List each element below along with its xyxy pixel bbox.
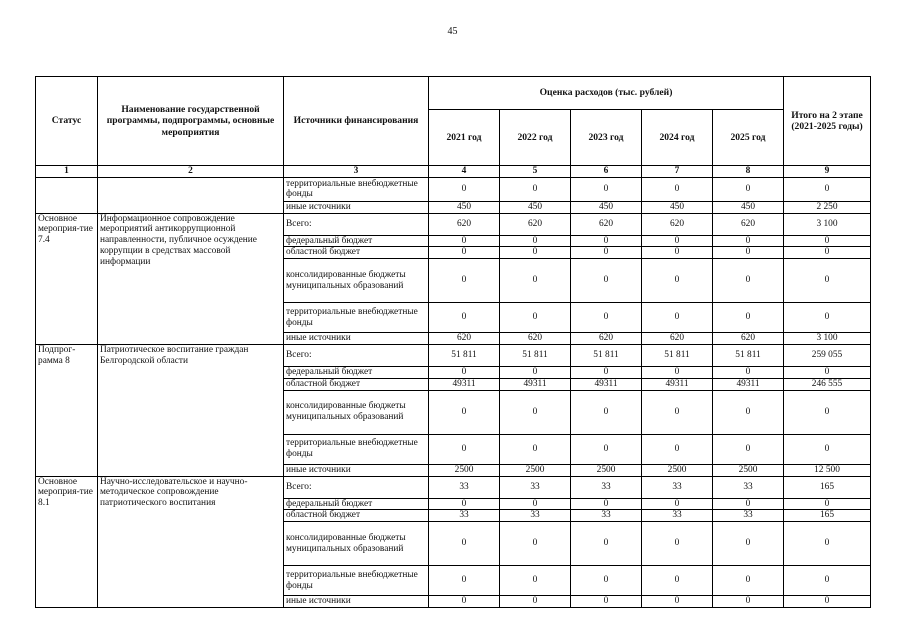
year-value-cell: 49311 <box>571 378 642 390</box>
year-value-cell: 0 <box>642 259 713 303</box>
status-cell: Подпрог-рамма 8 <box>36 345 98 476</box>
header-year: 2023 год <box>571 110 642 166</box>
total-value-cell: 3 100 <box>784 213 871 235</box>
year-value-cell: 620 <box>642 333 713 345</box>
funding-source-cell: Всего: <box>284 476 429 498</box>
column-number: 5 <box>500 166 571 178</box>
funding-source-cell: федеральный бюджет <box>284 367 429 379</box>
year-value-cell: 620 <box>429 333 500 345</box>
total-value-cell: 259 055 <box>784 345 871 367</box>
column-number: 3 <box>284 166 429 178</box>
year-value-cell: 0 <box>571 390 642 434</box>
funding-source-cell: консолидированные бюджеты муниципальных образований <box>284 259 429 303</box>
year-value-cell: 0 <box>571 522 642 566</box>
year-value-cell: 0 <box>500 434 571 464</box>
year-value-cell: 49311 <box>713 378 784 390</box>
column-number: 1 <box>36 166 98 178</box>
year-value-cell: 0 <box>642 177 713 201</box>
funding-source-cell: территориальные внебюджетные фонды <box>284 177 429 201</box>
year-value-cell: 0 <box>500 303 571 333</box>
year-value-cell: 0 <box>571 596 642 608</box>
total-value-cell: 0 <box>784 367 871 379</box>
year-value-cell: 450 <box>429 201 500 213</box>
year-value-cell: 33 <box>500 510 571 522</box>
year-value-cell: 49311 <box>642 378 713 390</box>
table-row <box>36 476 871 498</box>
column-number: 4 <box>429 166 500 178</box>
year-value-cell: 0 <box>713 303 784 333</box>
year-value-cell: 33 <box>713 510 784 522</box>
program-name-cell: Патриотическое воспитание граждан Белгородской области <box>98 345 284 476</box>
total-value-cell: 0 <box>784 259 871 303</box>
year-value-cell: 2500 <box>571 464 642 476</box>
header-total: Итого на 2 этапе (2021-2025 годы) <box>784 77 871 166</box>
year-value-cell: 33 <box>571 476 642 498</box>
year-value-cell: 0 <box>429 522 500 566</box>
column-number: 6 <box>571 166 642 178</box>
year-value-cell: 2500 <box>642 464 713 476</box>
year-value-cell: 0 <box>642 367 713 379</box>
page-number: 45 <box>447 26 458 37</box>
header-expenses: Оценка расходов (тыс. рублей) <box>429 77 784 110</box>
total-value-cell: 0 <box>784 235 871 247</box>
year-value-cell: 51 811 <box>713 345 784 367</box>
year-value-cell: 620 <box>571 213 642 235</box>
year-value-cell: 0 <box>713 367 784 379</box>
year-value-cell: 0 <box>500 498 571 510</box>
year-value-cell: 33 <box>429 510 500 522</box>
year-value-cell: 620 <box>500 213 571 235</box>
total-value-cell: 246 555 <box>784 378 871 390</box>
total-value-cell: 0 <box>784 177 871 201</box>
year-value-cell: 33 <box>571 510 642 522</box>
year-value-cell: 49311 <box>500 378 571 390</box>
year-value-cell: 0 <box>500 367 571 379</box>
year-value-cell: 51 811 <box>429 345 500 367</box>
year-value-cell: 33 <box>500 476 571 498</box>
year-value-cell: 51 811 <box>642 345 713 367</box>
funding-source-cell: областной бюджет <box>284 247 429 259</box>
year-value-cell: 0 <box>500 390 571 434</box>
funding-source-cell: областной бюджет <box>284 378 429 390</box>
year-value-cell: 0 <box>571 434 642 464</box>
funding-source-cell: федеральный бюджет <box>284 235 429 247</box>
year-value-cell: 0 <box>429 247 500 259</box>
year-value-cell: 620 <box>713 333 784 345</box>
table-row <box>36 345 871 367</box>
year-value-cell: 51 811 <box>571 345 642 367</box>
table-row <box>36 177 871 201</box>
year-value-cell: 0 <box>713 434 784 464</box>
year-value-cell: 450 <box>642 201 713 213</box>
year-value-cell: 51 811 <box>500 345 571 367</box>
funding-source-cell: территориальные внебюджетные фонды <box>284 434 429 464</box>
year-value-cell: 450 <box>571 201 642 213</box>
year-value-cell: 33 <box>642 476 713 498</box>
status-cell: Основное мероприя-тие 8.1 <box>36 476 98 607</box>
total-value-cell: 0 <box>784 390 871 434</box>
year-value-cell: 0 <box>713 259 784 303</box>
year-value-cell: 0 <box>713 177 784 201</box>
year-value-cell: 2500 <box>500 464 571 476</box>
status-cell: Основное мероприя-тие 7.4 <box>36 213 98 344</box>
year-value-cell: 0 <box>500 247 571 259</box>
year-value-cell: 0 <box>571 566 642 596</box>
year-value-cell: 0 <box>429 367 500 379</box>
program-name-cell <box>98 177 284 213</box>
year-value-cell: 0 <box>713 247 784 259</box>
year-value-cell: 49311 <box>429 378 500 390</box>
year-value-cell: 0 <box>429 303 500 333</box>
year-value-cell: 0 <box>571 177 642 201</box>
year-value-cell: 0 <box>429 434 500 464</box>
header-year: 2022 год <box>500 110 571 166</box>
year-value-cell: 0 <box>713 390 784 434</box>
year-value-cell: 0 <box>642 247 713 259</box>
year-value-cell: 0 <box>571 247 642 259</box>
year-value-cell: 0 <box>429 235 500 247</box>
program-name-cell: Научно-исследовательское и научно-методическое сопровождение патриотического воспитания <box>98 476 284 607</box>
year-value-cell: 450 <box>713 201 784 213</box>
year-value-cell: 0 <box>500 596 571 608</box>
year-value-cell: 0 <box>429 177 500 201</box>
year-value-cell: 0 <box>713 498 784 510</box>
year-value-cell: 0 <box>571 259 642 303</box>
year-value-cell: 0 <box>571 498 642 510</box>
total-value-cell: 3 100 <box>784 333 871 345</box>
table-body <box>36 177 871 607</box>
budget-table <box>35 76 871 608</box>
program-name-cell: Информационное сопровождение мероприятий антикоррупционной направленности, публичное осуждение коррупции в средствах массовой информации <box>98 213 284 344</box>
year-value-cell: 0 <box>713 522 784 566</box>
total-value-cell: 0 <box>784 247 871 259</box>
total-value-cell: 165 <box>784 510 871 522</box>
funding-source-cell: консолидированные бюджеты муниципальных образований <box>284 390 429 434</box>
column-number-row <box>36 166 871 178</box>
year-value-cell: 0 <box>429 596 500 608</box>
year-value-cell: 0 <box>571 235 642 247</box>
header-status: Статус <box>36 77 98 166</box>
status-cell <box>36 177 98 213</box>
total-value-cell: 2 250 <box>784 201 871 213</box>
year-value-cell: 0 <box>713 566 784 596</box>
year-value-cell: 0 <box>642 303 713 333</box>
year-value-cell: 0 <box>642 390 713 434</box>
header-name: Наименование государственной программы, подпрограммы, основные мероприятия <box>98 77 284 166</box>
year-value-cell: 0 <box>642 522 713 566</box>
year-value-cell: 620 <box>500 333 571 345</box>
header-year: 2021 год <box>429 110 500 166</box>
year-value-cell: 0 <box>429 566 500 596</box>
year-value-cell: 0 <box>642 434 713 464</box>
funding-source-cell: консолидированные бюджеты муниципальных образований <box>284 522 429 566</box>
year-value-cell: 0 <box>713 596 784 608</box>
funding-source-cell: Всего: <box>284 213 429 235</box>
year-value-cell: 0 <box>500 566 571 596</box>
header-sources: Источники финансирования <box>284 77 429 166</box>
funding-source-cell: территориальные внебюджетные фонды <box>284 566 429 596</box>
year-value-cell: 0 <box>429 498 500 510</box>
total-value-cell: 0 <box>784 566 871 596</box>
header-year: 2025 год <box>713 110 784 166</box>
total-value-cell: 0 <box>784 596 871 608</box>
year-value-cell: 620 <box>713 213 784 235</box>
year-value-cell: 0 <box>429 259 500 303</box>
year-value-cell: 0 <box>429 390 500 434</box>
year-value-cell: 0 <box>571 303 642 333</box>
total-value-cell: 0 <box>784 522 871 566</box>
funding-source-cell: Всего: <box>284 345 429 367</box>
funding-source-cell: иные источники <box>284 201 429 213</box>
year-value-cell: 2500 <box>429 464 500 476</box>
funding-source-cell: федеральный бюджет <box>284 498 429 510</box>
year-value-cell: 450 <box>500 201 571 213</box>
year-value-cell: 33 <box>642 510 713 522</box>
year-value-cell: 0 <box>713 235 784 247</box>
year-value-cell: 2500 <box>713 464 784 476</box>
column-number: 9 <box>784 166 871 178</box>
year-value-cell: 620 <box>571 333 642 345</box>
year-value-cell: 0 <box>642 566 713 596</box>
funding-source-cell: иные источники <box>284 333 429 345</box>
year-value-cell: 33 <box>713 476 784 498</box>
year-value-cell: 620 <box>642 213 713 235</box>
year-value-cell: 0 <box>500 235 571 247</box>
year-value-cell: 33 <box>429 476 500 498</box>
year-value-cell: 0 <box>642 235 713 247</box>
column-number: 8 <box>713 166 784 178</box>
year-value-cell: 0 <box>571 367 642 379</box>
column-number: 2 <box>98 166 284 178</box>
total-value-cell: 0 <box>784 434 871 464</box>
year-value-cell: 0 <box>500 259 571 303</box>
header-year: 2024 год <box>642 110 713 166</box>
total-value-cell: 12 500 <box>784 464 871 476</box>
year-value-cell: 0 <box>642 498 713 510</box>
funding-source-cell: областной бюджет <box>284 510 429 522</box>
year-value-cell: 0 <box>500 522 571 566</box>
total-value-cell: 165 <box>784 476 871 498</box>
year-value-cell: 0 <box>642 596 713 608</box>
column-number: 7 <box>642 166 713 178</box>
funding-source-cell: иные источники <box>284 596 429 608</box>
funding-source-cell: иные источники <box>284 464 429 476</box>
total-value-cell: 0 <box>784 303 871 333</box>
funding-source-cell: территориальные внебюджетные фонды <box>284 303 429 333</box>
year-value-cell: 620 <box>429 213 500 235</box>
total-value-cell: 0 <box>784 498 871 510</box>
year-value-cell: 0 <box>500 177 571 201</box>
table-row <box>36 213 871 235</box>
